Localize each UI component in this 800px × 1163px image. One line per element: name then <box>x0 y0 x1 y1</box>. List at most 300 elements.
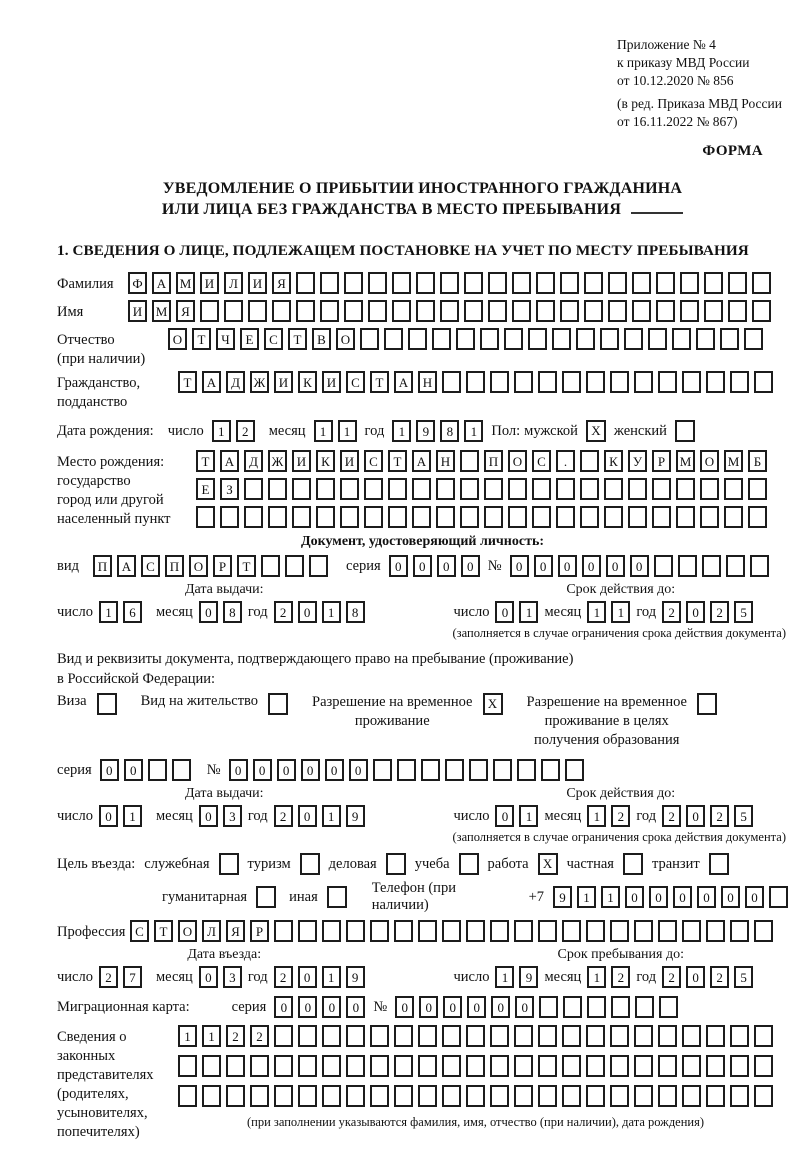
char-cell <box>364 478 383 500</box>
char-cell: О <box>178 920 197 942</box>
char-cell <box>172 759 191 781</box>
temp-residence-label-line2: проживание <box>354 713 430 729</box>
char-cell <box>316 506 335 528</box>
day-label: число <box>57 807 93 824</box>
patronymic-cells <box>168 328 763 350</box>
char-cell <box>604 506 623 528</box>
char-cell <box>250 1085 269 1107</box>
char-cell: 1 <box>202 1025 221 1047</box>
char-cell <box>220 506 239 528</box>
char-cell: 9 <box>346 805 365 827</box>
char-cell: Ф <box>128 272 147 294</box>
char-cell <box>490 1025 509 1047</box>
firstname-row <box>57 300 788 322</box>
char-cell: Т <box>388 450 407 472</box>
char-cell <box>672 328 691 350</box>
legal-label5: усыновителях, <box>57 1105 148 1121</box>
char-cell: Т <box>237 555 256 577</box>
year-label: год <box>636 603 657 620</box>
char-cell <box>682 920 701 942</box>
char-cell: И <box>128 300 147 322</box>
char-cell <box>678 555 697 577</box>
char-cell <box>514 920 533 942</box>
patronymic-row <box>57 328 788 369</box>
char-cell: Р <box>652 450 671 472</box>
identity-doc-row <box>57 555 788 577</box>
char-cell: 1 <box>587 966 606 988</box>
day-label: число <box>167 422 204 439</box>
char-cell: 1 <box>519 601 538 623</box>
month-label: месяц <box>155 807 193 824</box>
char-cell <box>442 1025 461 1047</box>
char-cell <box>298 1055 317 1077</box>
purpose-private-label: частная <box>566 855 614 872</box>
migration-number-cells <box>395 996 678 1018</box>
surname-cells <box>128 272 771 294</box>
surname-label: Фамилия <box>57 276 114 292</box>
series-label: серия <box>345 557 381 574</box>
temp-residence-edu-checkbox <box>697 693 717 715</box>
residence-doc-intro-line2: в Российской Федерации: <box>57 671 216 687</box>
validity-note: (заполняется в случае ограничения срока действия документа) <box>452 626 786 640</box>
char-cell <box>440 300 459 322</box>
char-cell <box>562 1055 581 1077</box>
birthdate-label: Дата рождения: <box>57 422 154 439</box>
char-cell <box>296 272 315 294</box>
residence-permit-checkbox <box>268 693 288 715</box>
birthplace-cells-row3 <box>196 506 767 528</box>
char-cell: 0 <box>697 886 716 908</box>
char-cell <box>724 506 743 528</box>
char-cell <box>394 1055 413 1077</box>
char-cell <box>538 920 557 942</box>
char-cell <box>656 272 675 294</box>
char-cell <box>320 300 339 322</box>
char-cell: 1 <box>495 966 514 988</box>
char-cell: Д <box>226 371 245 393</box>
char-cell <box>744 328 763 350</box>
char-cell: О <box>700 450 719 472</box>
char-cell: 2 <box>250 1025 269 1047</box>
year-label: год <box>247 807 268 824</box>
char-cell <box>754 1025 773 1047</box>
char-cell <box>730 1055 749 1077</box>
char-cell <box>508 506 527 528</box>
issue-date-heading: Дата выдачи: <box>184 582 264 597</box>
purpose-official-checkbox <box>219 853 239 875</box>
firstname-label: Имя <box>57 304 84 320</box>
migration-series-cells <box>274 996 365 1018</box>
char-cell <box>586 371 605 393</box>
male-label: мужской <box>524 422 578 439</box>
char-cell: А <box>412 450 431 472</box>
char-cell <box>696 328 715 350</box>
char-cell <box>418 1025 437 1047</box>
char-cell: 1 <box>338 420 357 442</box>
char-cell <box>322 1025 341 1047</box>
char-cell: К <box>604 450 623 472</box>
temp-residence-label-line1: Разрешение на временное <box>312 694 473 710</box>
char-cell: 0 <box>495 805 514 827</box>
valid-until-heading: Срок действия до: <box>566 786 676 801</box>
char-cell: К <box>316 450 335 472</box>
char-cell: Е <box>196 478 215 500</box>
char-cell <box>316 478 335 500</box>
char-cell: Л <box>224 272 243 294</box>
char-cell <box>285 555 304 577</box>
residence-serial-row <box>57 759 788 781</box>
char-cell <box>224 300 243 322</box>
char-cell <box>244 506 263 528</box>
char-cell <box>676 478 695 500</box>
entry-year <box>274 966 365 988</box>
char-cell: Р <box>250 920 269 942</box>
entry-day <box>99 966 142 988</box>
char-cell <box>480 328 499 350</box>
char-cell <box>196 506 215 528</box>
char-cell <box>464 300 483 322</box>
char-cell: 0 <box>389 555 408 577</box>
char-cell <box>394 1085 413 1107</box>
birth-month-cells <box>314 420 357 442</box>
char-cell <box>344 300 363 322</box>
char-cell: С <box>130 920 149 942</box>
char-cell <box>634 920 653 942</box>
residence-series-cells <box>100 759 191 781</box>
char-cell: 0 <box>349 759 368 781</box>
char-cell: . <box>556 450 575 472</box>
char-cell <box>700 506 719 528</box>
char-cell: Ж <box>250 371 269 393</box>
char-cell <box>368 300 387 322</box>
char-cell: Д <box>244 450 263 472</box>
char-cell <box>560 300 579 322</box>
char-cell <box>586 1055 605 1077</box>
char-cell <box>274 920 293 942</box>
issue-date-heading: Дата выдачи: <box>184 786 264 801</box>
char-cell: В <box>312 328 331 350</box>
char-cell: 1 <box>464 420 483 442</box>
char-cell <box>610 1025 629 1047</box>
char-cell: 0 <box>99 805 118 827</box>
char-cell <box>563 996 582 1018</box>
char-cell: Ч <box>216 328 235 350</box>
residence-issue-day <box>99 805 142 827</box>
char-cell <box>460 450 479 472</box>
doc-number-cells <box>510 555 769 577</box>
char-cell <box>514 1085 533 1107</box>
char-cell: 0 <box>606 555 625 577</box>
temp-residence-edu-line1: Разрешение на временное <box>526 694 687 710</box>
char-cell <box>754 920 773 942</box>
title-blank-underline <box>631 201 683 214</box>
char-cell <box>748 506 767 528</box>
legal-cells-row1 <box>178 1025 773 1047</box>
char-cell: 0 <box>229 759 248 781</box>
char-cell: 1 <box>392 420 411 442</box>
char-cell: 1 <box>178 1025 197 1047</box>
char-cell <box>442 1085 461 1107</box>
char-cell: 1 <box>601 886 620 908</box>
char-cell <box>484 506 503 528</box>
char-cell <box>702 555 721 577</box>
char-cell <box>728 300 747 322</box>
phone-cells <box>553 886 788 908</box>
char-cell <box>682 1025 701 1047</box>
legal-cells-row2 <box>178 1055 773 1077</box>
char-cell <box>730 920 749 942</box>
char-cell <box>562 1085 581 1107</box>
char-cell <box>700 478 719 500</box>
char-cell: С <box>264 328 283 350</box>
char-cell <box>562 920 581 942</box>
char-cell: 0 <box>301 759 320 781</box>
char-cell: 0 <box>419 996 438 1018</box>
char-cell: 1 <box>322 966 341 988</box>
char-cell: 0 <box>298 601 317 623</box>
char-cell: П <box>93 555 112 577</box>
char-cell: 1 <box>587 805 606 827</box>
char-cell <box>384 328 403 350</box>
appendix-line: Приложение № 4 <box>617 37 716 52</box>
char-cell: Т <box>288 328 307 350</box>
char-cell: 0 <box>100 759 119 781</box>
legal-label2: законных <box>57 1048 116 1064</box>
char-cell <box>226 1085 245 1107</box>
char-cell <box>748 478 767 500</box>
citizenship-label2: подданство <box>57 394 128 410</box>
char-cell <box>754 1055 773 1077</box>
char-cell <box>298 920 317 942</box>
char-cell <box>250 1055 269 1077</box>
male-checkbox: X <box>586 420 606 442</box>
char-cell <box>442 1055 461 1077</box>
char-cell: П <box>484 450 503 472</box>
residence-valid-month <box>587 805 630 827</box>
char-cell <box>460 506 479 528</box>
char-cell: Т <box>196 450 215 472</box>
char-cell: 2 <box>99 966 118 988</box>
char-cell: М <box>176 272 195 294</box>
char-cell: 1 <box>577 886 596 908</box>
char-cell <box>392 300 411 322</box>
form-title-line2: ИЛИ ЛИЦА БЕЗ ГРАЖДАНСТВА В МЕСТО ПРЕБЫВАНИЯ <box>161 201 622 218</box>
appendix-line: к приказу МВД России <box>617 55 750 70</box>
char-cell: 9 <box>553 886 572 908</box>
citizenship-label: Гражданство, <box>57 375 141 391</box>
stay-year <box>662 966 753 988</box>
char-cell: 5 <box>734 805 753 827</box>
identity-issue-month <box>199 601 242 623</box>
char-cell: 1 <box>611 601 630 623</box>
year-label: год <box>247 603 268 620</box>
purpose-tourism-label: туризм <box>247 855 291 872</box>
edition-line: от 16.11.2022 № 867) <box>617 114 738 129</box>
char-cell <box>296 300 315 322</box>
char-cell <box>418 1055 437 1077</box>
char-cell <box>682 1055 701 1077</box>
female-label: женский <box>613 422 667 439</box>
char-cell <box>706 920 725 942</box>
char-cell <box>490 920 509 942</box>
birthplace-cells-row1 <box>196 450 767 472</box>
char-cell: 0 <box>495 601 514 623</box>
char-cell <box>272 300 291 322</box>
char-cell: 0 <box>199 601 218 623</box>
day-label: число <box>453 807 490 824</box>
char-cell: 0 <box>322 996 341 1018</box>
female-checkbox <box>675 420 695 442</box>
char-cell <box>652 478 671 500</box>
char-cell <box>658 920 677 942</box>
char-cell: З <box>220 478 239 500</box>
year-label: год <box>364 422 385 439</box>
residence-doc-intro-line1: Вид и реквизиты документа, подтверждающего право на пребывание (проживание) <box>57 651 574 667</box>
char-cell <box>632 300 651 322</box>
char-cell: 3 <box>223 805 242 827</box>
char-cell: 8 <box>346 601 365 623</box>
legal-cells-row3 <box>178 1085 773 1107</box>
char-cell <box>610 920 629 942</box>
char-cell <box>682 371 701 393</box>
month-label: месяц <box>268 422 306 439</box>
char-cell: С <box>364 450 383 472</box>
char-cell <box>261 555 280 577</box>
char-cell <box>274 1055 293 1077</box>
char-cell <box>604 478 623 500</box>
identity-dates-block <box>57 582 788 641</box>
purpose-humanitarian-checkbox <box>256 886 276 908</box>
char-cell <box>720 328 739 350</box>
residence-doc-options <box>57 693 788 750</box>
char-cell: 0 <box>277 759 296 781</box>
char-cell <box>514 1025 533 1047</box>
stay-month <box>587 966 630 988</box>
char-cell <box>610 371 629 393</box>
char-cell: М <box>152 300 171 322</box>
char-cell <box>562 1025 581 1047</box>
entry-month <box>199 966 242 988</box>
char-cell <box>586 1085 605 1107</box>
char-cell <box>565 759 584 781</box>
char-cell <box>392 272 411 294</box>
char-cell <box>412 506 431 528</box>
validity-note: (заполняется в случае ограничения срока действия документа) <box>452 830 786 844</box>
char-cell <box>268 478 287 500</box>
char-cell: 8 <box>440 420 459 442</box>
char-cell: 0 <box>745 886 764 908</box>
char-cell <box>538 371 557 393</box>
legal-label6: попечителях) <box>57 1124 140 1140</box>
char-cell <box>539 996 558 1018</box>
phone-label: Телефон (при наличии) <box>371 880 456 913</box>
purpose-business-checkbox <box>386 853 406 875</box>
char-cell: 2 <box>611 966 630 988</box>
residence-valid-day <box>495 805 538 827</box>
char-cell: 0 <box>274 996 293 1018</box>
char-cell: Н <box>436 450 455 472</box>
char-cell <box>536 300 555 322</box>
char-cell <box>346 920 365 942</box>
char-cell: 0 <box>510 555 529 577</box>
char-cell: 0 <box>437 555 456 577</box>
number-label: № <box>373 998 388 1015</box>
char-cell <box>528 328 547 350</box>
char-cell: 1 <box>519 805 538 827</box>
year-label: год <box>636 968 657 985</box>
char-cell <box>373 759 392 781</box>
char-cell: О <box>508 450 527 472</box>
char-cell: И <box>340 450 359 472</box>
char-cell <box>346 1025 365 1047</box>
char-cell: Я <box>176 300 195 322</box>
birthdate-row <box>57 420 788 442</box>
char-cell <box>340 506 359 528</box>
char-cell <box>754 1085 773 1107</box>
year-label: год <box>247 968 268 985</box>
char-cell: 2 <box>274 966 293 988</box>
residence-doc-intro <box>57 649 788 689</box>
char-cell <box>704 272 723 294</box>
month-label: месяц <box>544 603 582 620</box>
stay-day <box>495 966 538 988</box>
char-cell <box>552 328 571 350</box>
char-cell <box>394 1025 413 1047</box>
char-cell <box>436 478 455 500</box>
birthplace-label4: населенный пункт <box>57 511 171 527</box>
char-cell <box>724 478 743 500</box>
char-cell <box>704 300 723 322</box>
phone-prefix: +7 <box>528 888 544 905</box>
profession-label: Профессия <box>57 924 126 940</box>
month-label: месяц <box>544 968 582 985</box>
visa-label: Виза <box>57 693 87 709</box>
sex-label: Пол: <box>491 422 521 439</box>
identity-doc-heading: Документ, удостоверяющий личность: <box>300 534 545 549</box>
char-cell <box>292 506 311 528</box>
visa-option <box>57 693 117 715</box>
char-cell <box>634 1055 653 1077</box>
char-cell <box>320 272 339 294</box>
char-cell: 0 <box>515 996 534 1018</box>
char-cell: 0 <box>467 996 486 1018</box>
char-cell: 1 <box>123 805 142 827</box>
char-cell <box>346 1055 365 1077</box>
char-cell: А <box>202 371 221 393</box>
char-cell <box>292 478 311 500</box>
purpose-transit-checkbox <box>709 853 729 875</box>
char-cell: Л <box>202 920 221 942</box>
residence-permit-option <box>141 693 288 715</box>
char-cell <box>728 272 747 294</box>
char-cell: 2 <box>274 601 293 623</box>
char-cell: 0 <box>325 759 344 781</box>
char-cell: 1 <box>99 601 118 623</box>
char-cell <box>632 272 651 294</box>
series-label: серия <box>57 761 92 778</box>
day-label: число <box>453 603 490 620</box>
char-cell <box>517 759 536 781</box>
char-cell: 5 <box>734 966 753 988</box>
char-cell <box>659 996 678 1018</box>
char-cell <box>418 1085 437 1107</box>
char-cell <box>514 371 533 393</box>
purpose-row <box>57 853 788 875</box>
char-cell <box>370 1025 389 1047</box>
char-cell <box>466 371 485 393</box>
series-label: серия <box>231 998 267 1015</box>
char-cell <box>148 759 167 781</box>
